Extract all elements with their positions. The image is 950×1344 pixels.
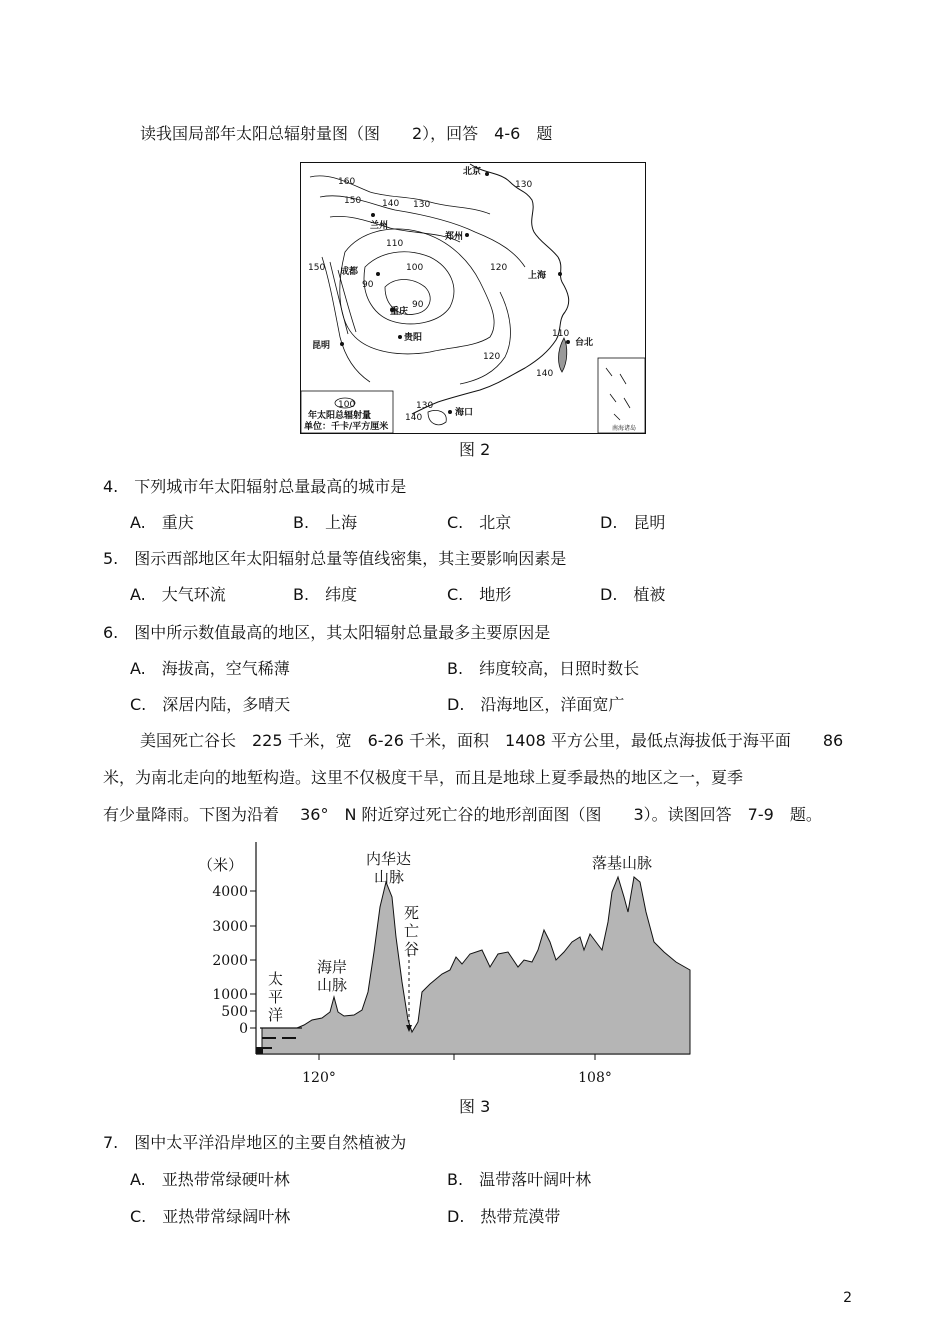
isoline-value: 90: [412, 300, 424, 310]
q5-option-d[interactable]: D. 植被: [600, 585, 666, 604]
label-death-valley: 亡: [404, 922, 420, 940]
label-pacific: 洋: [268, 1006, 284, 1024]
q6-option-c[interactable]: C. 深居内陆，多晴天: [130, 695, 291, 714]
x-tick-label: 108°: [578, 1070, 612, 1086]
figure2-caption: 图 2: [459, 440, 491, 459]
question5-stem: 5. 图示西部地区年太阳辐射总量等值线密集，其主要影响因素是: [103, 549, 567, 568]
y-tick-label: 0: [239, 1021, 248, 1037]
isoline-value: 110: [386, 239, 404, 249]
q6-option-d[interactable]: D. 沿海地区，洋面宽广: [447, 695, 625, 714]
isoline-value: 130: [413, 200, 431, 210]
city-label: 台北: [575, 338, 594, 348]
label-coast-ranges: 山脉: [317, 976, 348, 994]
label-sierra-nevada: 山脉: [374, 868, 405, 886]
city-label: 北京: [463, 167, 482, 177]
inset-label: 南海诸岛: [612, 425, 637, 432]
city-label: 贵阳: [404, 333, 423, 343]
y-tick-label: 4000: [212, 884, 248, 900]
label-sierra-nevada: 内华达: [366, 850, 412, 868]
terrain-profile-chart: [192, 842, 698, 1092]
city-label: 成都: [340, 267, 359, 277]
page-number: 2: [843, 1290, 852, 1306]
q6-option-b[interactable]: B. 纬度较高，日照时数长: [447, 659, 640, 678]
q4-option-d[interactable]: D. 昆明: [600, 513, 666, 532]
y-tick-label: 500: [221, 1004, 248, 1020]
q5-option-a[interactable]: A. 大气环流: [130, 585, 226, 604]
figure3-caption: 图 3: [459, 1097, 491, 1116]
y-axis-unit: （米）: [198, 856, 244, 874]
intro-line: 读我国局部年太阳总辐射量图（图 2），回答 4-6 题: [140, 124, 553, 143]
label-pacific: 平: [268, 988, 284, 1006]
question4-stem: 4. 下列城市年太阳辐射总量最高的城市是: [103, 477, 407, 496]
y-tick-label: 2000: [212, 953, 248, 969]
q5-option-b[interactable]: B. 纬度: [293, 585, 358, 604]
q4-option-c[interactable]: C. 北京: [447, 513, 512, 532]
label-death-valley: 谷: [404, 940, 420, 958]
x-tick-label: 120°: [302, 1070, 336, 1086]
isoline-value: 150: [308, 263, 326, 273]
city-label: 上海: [528, 271, 547, 281]
isoline-value: 130: [416, 401, 434, 411]
q7-option-d[interactable]: D. 热带荒漠带: [447, 1207, 561, 1226]
q7-option-b[interactable]: B. 温带落叶阔叶林: [447, 1170, 592, 1189]
city-label: 重庆: [390, 307, 409, 317]
isoline-value: 100: [406, 263, 424, 273]
q5-option-c[interactable]: C. 地形: [447, 585, 512, 604]
q7-option-a[interactable]: A. 亚热带常绿硬叶林: [130, 1170, 290, 1189]
legend-unit: 单位：千卡/平方厘米: [304, 422, 389, 432]
q6-option-a[interactable]: A. 海拔高，空气稀薄: [130, 659, 290, 678]
city-label: 海口: [455, 408, 474, 418]
isoline-value: 140: [382, 199, 400, 209]
legend-value: 100: [338, 400, 356, 410]
isoline-value: 110: [552, 329, 570, 339]
isoline-value: 90: [362, 280, 374, 290]
city-label: 昆明: [312, 341, 331, 351]
question6-stem: 6. 图中所示数值最高的地区，其太阳辐射总量最多主要原因是: [103, 623, 551, 642]
passage-line: 美国死亡谷长 225 千米，宽 6-26 千米，面积 1408 平方公里，最低点海拔低于海平面 86: [140, 731, 844, 750]
question7-stem: 7. 图中太平洋沿岸地区的主要自然植被为: [103, 1133, 407, 1152]
isoline-value: 130: [515, 180, 533, 190]
q7-option-c[interactable]: C. 亚热带常绿阔叶林: [130, 1207, 291, 1226]
label-coast-ranges: 海岸: [317, 958, 348, 976]
q4-option-b[interactable]: B. 上海: [293, 513, 358, 532]
city-label: 郑州: [445, 232, 464, 242]
y-tick-label: 1000: [212, 987, 248, 1003]
passage-line: 米，为南北走向的地堑构造。这里不仅极度干旱，而且是地球上夏季最热的地区之一，夏季: [103, 768, 744, 787]
city-label: 兰州: [370, 221, 389, 231]
solar-radiation-map: [300, 162, 646, 434]
isoline-value: 160: [338, 177, 356, 187]
passage-line: 有少量降雨。下图为沿着 36° N 附近穿过死亡谷的地形剖面图（图 3）。读图回答 7-9 题。: [103, 805, 822, 824]
q4-option-a[interactable]: A. 重庆: [130, 513, 194, 532]
label-rocky-mountains: 落基山脉: [592, 854, 653, 872]
isoline-value: 150: [344, 196, 362, 206]
isoline-value: 140: [405, 413, 423, 423]
legend-title: 年太阳总辐射量: [308, 411, 372, 421]
y-ticks: [250, 891, 256, 1028]
isoline-value: 140: [536, 369, 554, 379]
label-pacific: 太: [268, 970, 284, 988]
y-tick-label: 3000: [212, 919, 248, 935]
label-death-valley: 死: [404, 904, 420, 922]
isoline-value: 120: [490, 263, 508, 273]
isoline-value: 120: [483, 352, 501, 362]
